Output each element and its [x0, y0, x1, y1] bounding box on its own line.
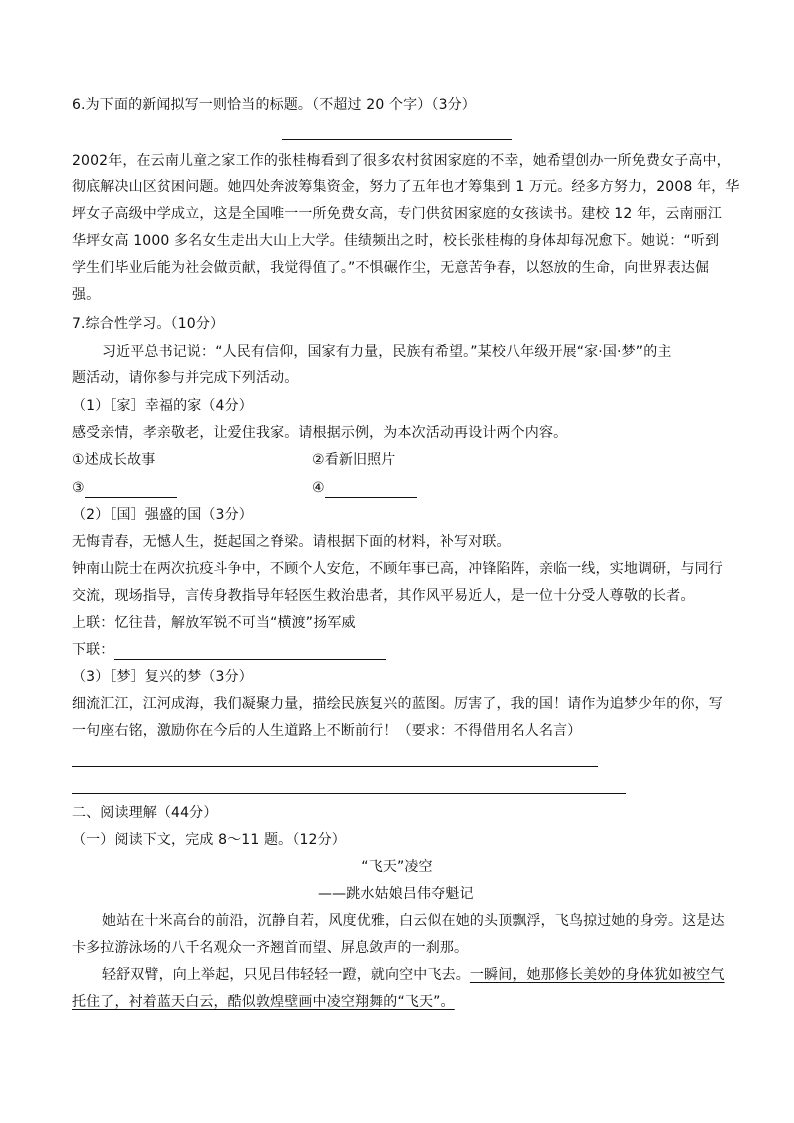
q6-answer-line[interactable] [282, 139, 512, 140]
section2-title: 二、阅读理解（44分） [72, 805, 218, 821]
q7-part1-row1 [72, 450, 722, 470]
q6-news-line: 彻底解决山区贫困问题。她四处奔波筹集资金，努力了五年也才筹集到 1 万元。经多方努力，2008 年，华 [72, 179, 740, 195]
q7-part1-title: （1）［家］幸福的家（4分） [72, 398, 253, 414]
q6-news-line: 坪女子高级中学成立，这是全国唯一一所免费女高，专门供贫困家庭的女孩读书。建校 12 年，云南丽江 [72, 206, 722, 222]
q7-part2-lower-label: 下联： [72, 642, 115, 658]
q6-title: 6.为下面的新闻拟写一则恰当的标题。（不超过 20 个字）（3分） [72, 97, 476, 113]
q7-part2-lower-blank[interactable] [114, 643, 386, 660]
q7-part1-item4-blank[interactable] [325, 481, 417, 498]
article-para1-line: 她站在十米高台的前沿，沉静自若，风度优雅，白云似在她的头顶飘浮，飞鸟掠过她的身旁。这是达 [102, 913, 725, 929]
q7-part1-item4: ④ [312, 480, 325, 496]
q7-part2-desc: 无悔青春，无憾人生，挺起国之脊梁。请根据下面的材料，补写对联。 [72, 534, 511, 550]
q6-news-line: 强。 [72, 287, 101, 303]
q7-part3-answer-line[interactable] [72, 793, 626, 794]
section2-sub: （一）阅读下文，完成 8～11 题。（12分） [72, 832, 346, 848]
q7-part3-title: （3）［梦］复兴的梦（3分） [72, 669, 253, 685]
q7-part3-desc-line: 一句座右铭，激励你在今后的人生道路上不断前行！（要求：不得借用名人名言） [72, 723, 582, 739]
q7-part1-desc: 感受亲情，孝亲敬老，让爱住我家。请根据示例，为本次活动再设计两个内容。 [72, 425, 568, 441]
q7-part3-desc-line: 细流汇江，江河成海，我们凝聚力量，描绘民族复兴的蓝图。厉害了，我的国！请作为追梦少年的你，写 [72, 696, 723, 712]
article-para2-plain: 轻舒双臂，向上举起，只见吕伟轻轻一蹬，就向空中飞去。 [102, 967, 470, 983]
q7-part1-item3-blank[interactable] [85, 481, 177, 498]
q7-title: 7.综合性学习。（10分） [72, 316, 225, 332]
q7-part2-upper-couplet: 上联：忆往昔，解放军锐不可当“横渡”扬军威 [72, 615, 356, 631]
q7-part1-item1: ①述成长故事 [72, 452, 156, 468]
q7-part2-material-line: 钟南山院士在两次抗疫斗争中，不顾个人安危，不顾年事已高，冲锋陷阵，亲临一线，实地调研，与同行 [72, 561, 723, 577]
article-title: “飞天”凌空 [361, 859, 433, 875]
article-para2-underlined: 一瞬间，她那修长美妙的身体犹如被空气 [469, 967, 725, 983]
article-para2-line [72, 992, 722, 1012]
q7-intro-line: 题活动，请你参与并完成下列活动。 [72, 370, 299, 386]
q6-news-line: 学生们毕业后能为社会做贡献，我觉得值了。”不惧碾作尘，无意苦争春，以怒放的生命，向世界表达倔 [72, 260, 710, 276]
q7-part1-item2: ②看新旧照片 [312, 452, 396, 468]
q6-news-line: 2002年，在云南儿童之家工作的张桂梅看到了很多农村贫困家庭的不幸，她希望创办一所免费女子高中， [72, 153, 731, 169]
q6-news-line: 华坪女高 1000 多名女生走出大山上大学。佳绩频出之时，校长张桂梅的身体却每况愈下。她说：“听到 [72, 233, 720, 249]
article-subtitle: ——跳水姑娘吕伟夺魁记 [318, 886, 474, 902]
q7-part1-row2 [72, 478, 722, 498]
q7-part1-item3: ③ [72, 480, 85, 496]
q7-part2-lower-row [72, 640, 722, 660]
q7-part2-title: （2）［国］强盛的国（3分） [72, 507, 253, 523]
article-para2-underlined: 托住了，衬着蓝天白云，酷似敦煌壁画中凌空翔舞的“飞天”。 [72, 994, 455, 1010]
article-para1-line: 卡多拉游泳场的八千名观众一齐翘首而望、屏息敛声的一刹那。 [72, 940, 469, 956]
q7-part3-answer-line[interactable] [72, 766, 598, 767]
q7-intro-line: 习近平总书记说：“人民有信仰，国家有力量，民族有希望。”某校八年级开展“家·国·梦”的主 [102, 344, 672, 360]
article-para2-line [102, 965, 752, 985]
q7-part2-material-line: 交流，现场指导，言传身教指导年轻医生救治患者，其作风平易近人，是一位十分受人尊敬的长者。 [72, 588, 695, 604]
